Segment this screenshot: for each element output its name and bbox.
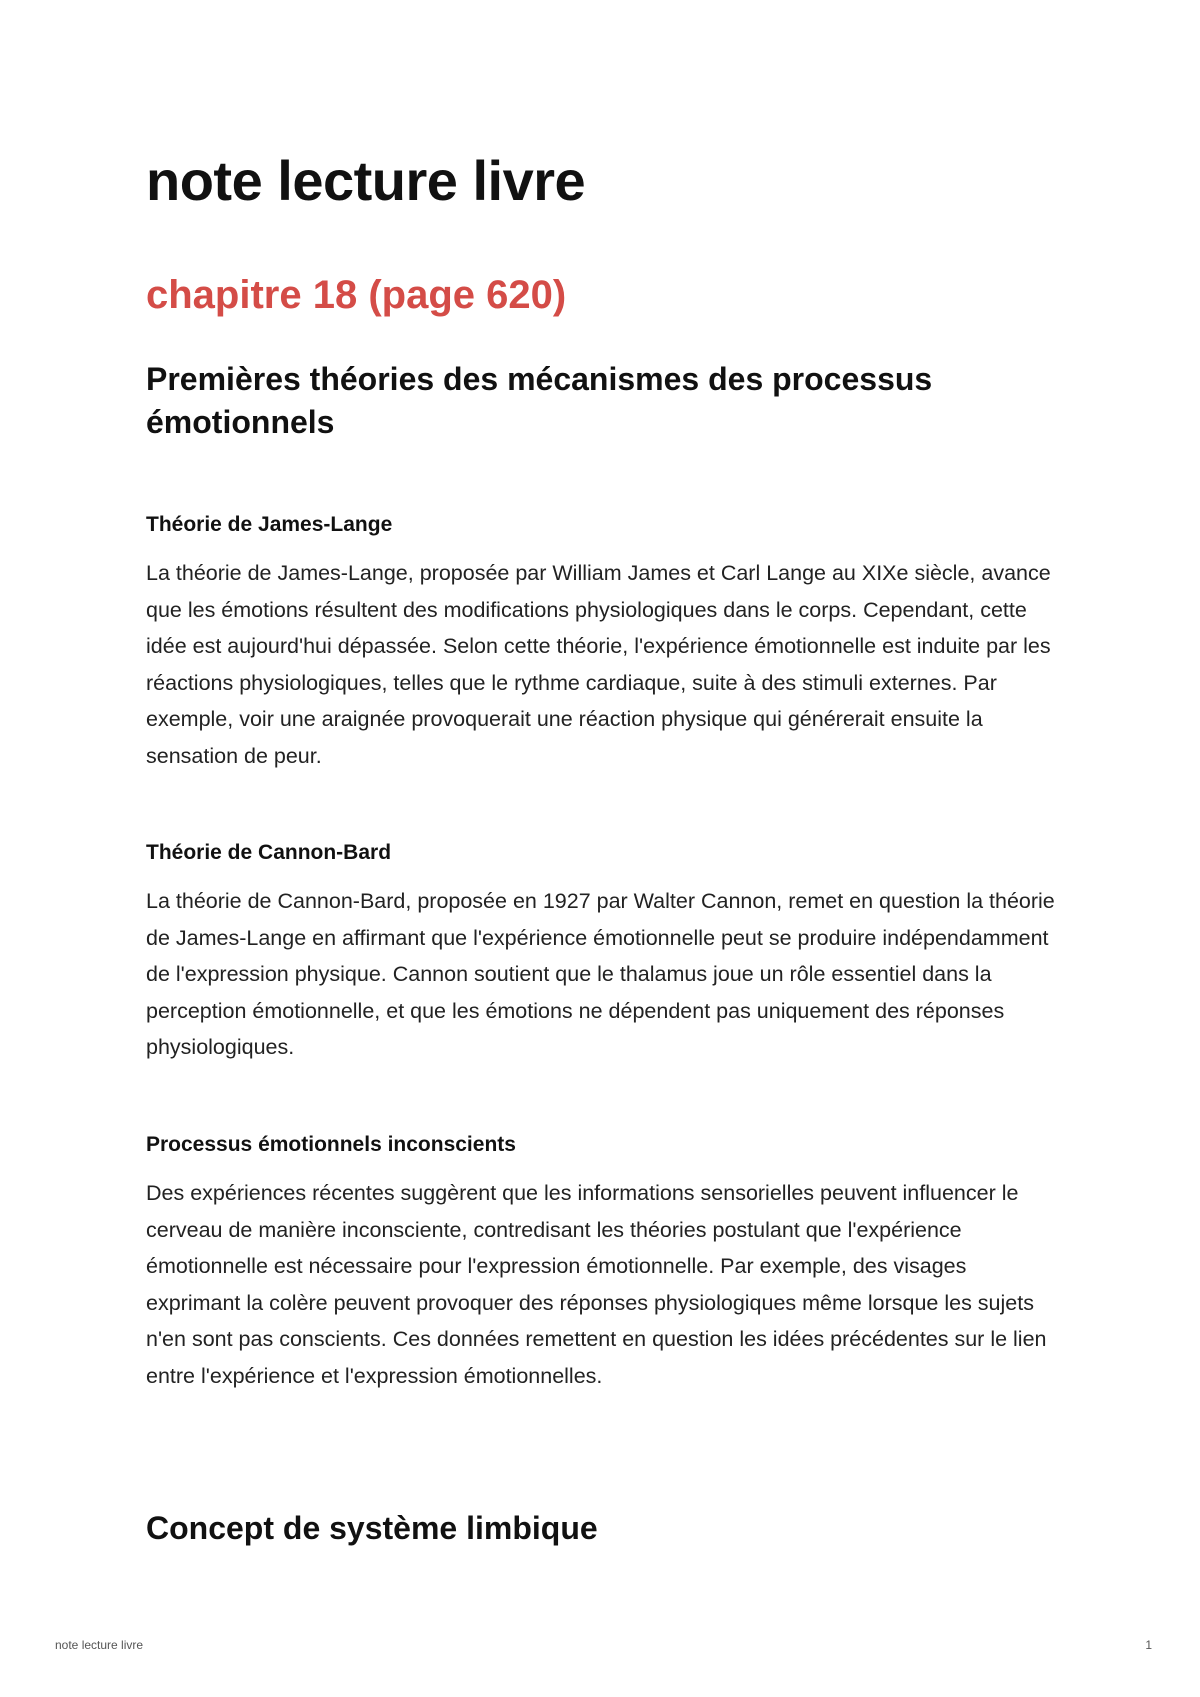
- page-footer: [55, 1638, 1152, 1658]
- footer-page-number: 1: [1145, 1638, 1152, 1652]
- chapter-heading: chapitre 18 (page 620): [146, 273, 567, 317]
- subsection-heading-unconscious-processes: Processus émotionnels inconscients: [146, 1133, 516, 1156]
- section-heading-early-theories: Premières théories des mécanismes des processus émotionnels: [146, 361, 933, 440]
- section-heading-limbic-system: Concept de système limbique: [146, 1510, 598, 1546]
- footer-title: note lecture livre: [55, 1638, 144, 1652]
- paragraph-james-lange: La théorie de James-Lange, proposée par William James et Carl Lange au XIXe siècle, avance que les émotions résultent des modifications physiologiques dans le corps. Cependant, cette idée est aujourd'hui dépassée. Selon cette théorie, l'expérience émotionnelle est induite par les réactions physiologiques, telles que le rythme cardiaque, suite à des stimuli externes. Par exemple, voir une araignée provoquerait une réaction physique qui générerait ensuite la sensation de peur.: [146, 561, 1051, 768]
- paragraph-unconscious-processes: Des expériences récentes suggèrent que les informations sensorielles peuvent influencer le cerveau de manière inconsciente, contredisant les théories postulant que l'expérience émotionnelle est nécessaire pour l'expression émotionnelle. Par exemple, des visages exprimant la colère peuvent provoquer des réponses physiologiques même lorsque les sujets n'en sont pas conscients. Ces données remettent en question les idées précédentes sur le lien entre l'expérience et l'expression émotionnelles.: [146, 1181, 1047, 1388]
- document-title: note lecture livre: [146, 149, 586, 212]
- subsection-heading-james-lange: Théorie de James-Lange: [146, 513, 393, 536]
- paragraph-cannon-bard: La théorie de Cannon-Bard, proposée en 1927 par Walter Cannon, remet en question la théorie de James-Lange en affirmant que l'expérience émotionnelle peut se produire indépendamment de l'expression physique. Cannon soutient que le thalamus joue un rôle essentiel dans la perception émotionnelle, et que les émotions ne dépendent pas uniquement des réponses physiologiques.: [146, 889, 1055, 1060]
- subsection-heading-cannon-bard: Théorie de Cannon-Bard: [146, 841, 392, 864]
